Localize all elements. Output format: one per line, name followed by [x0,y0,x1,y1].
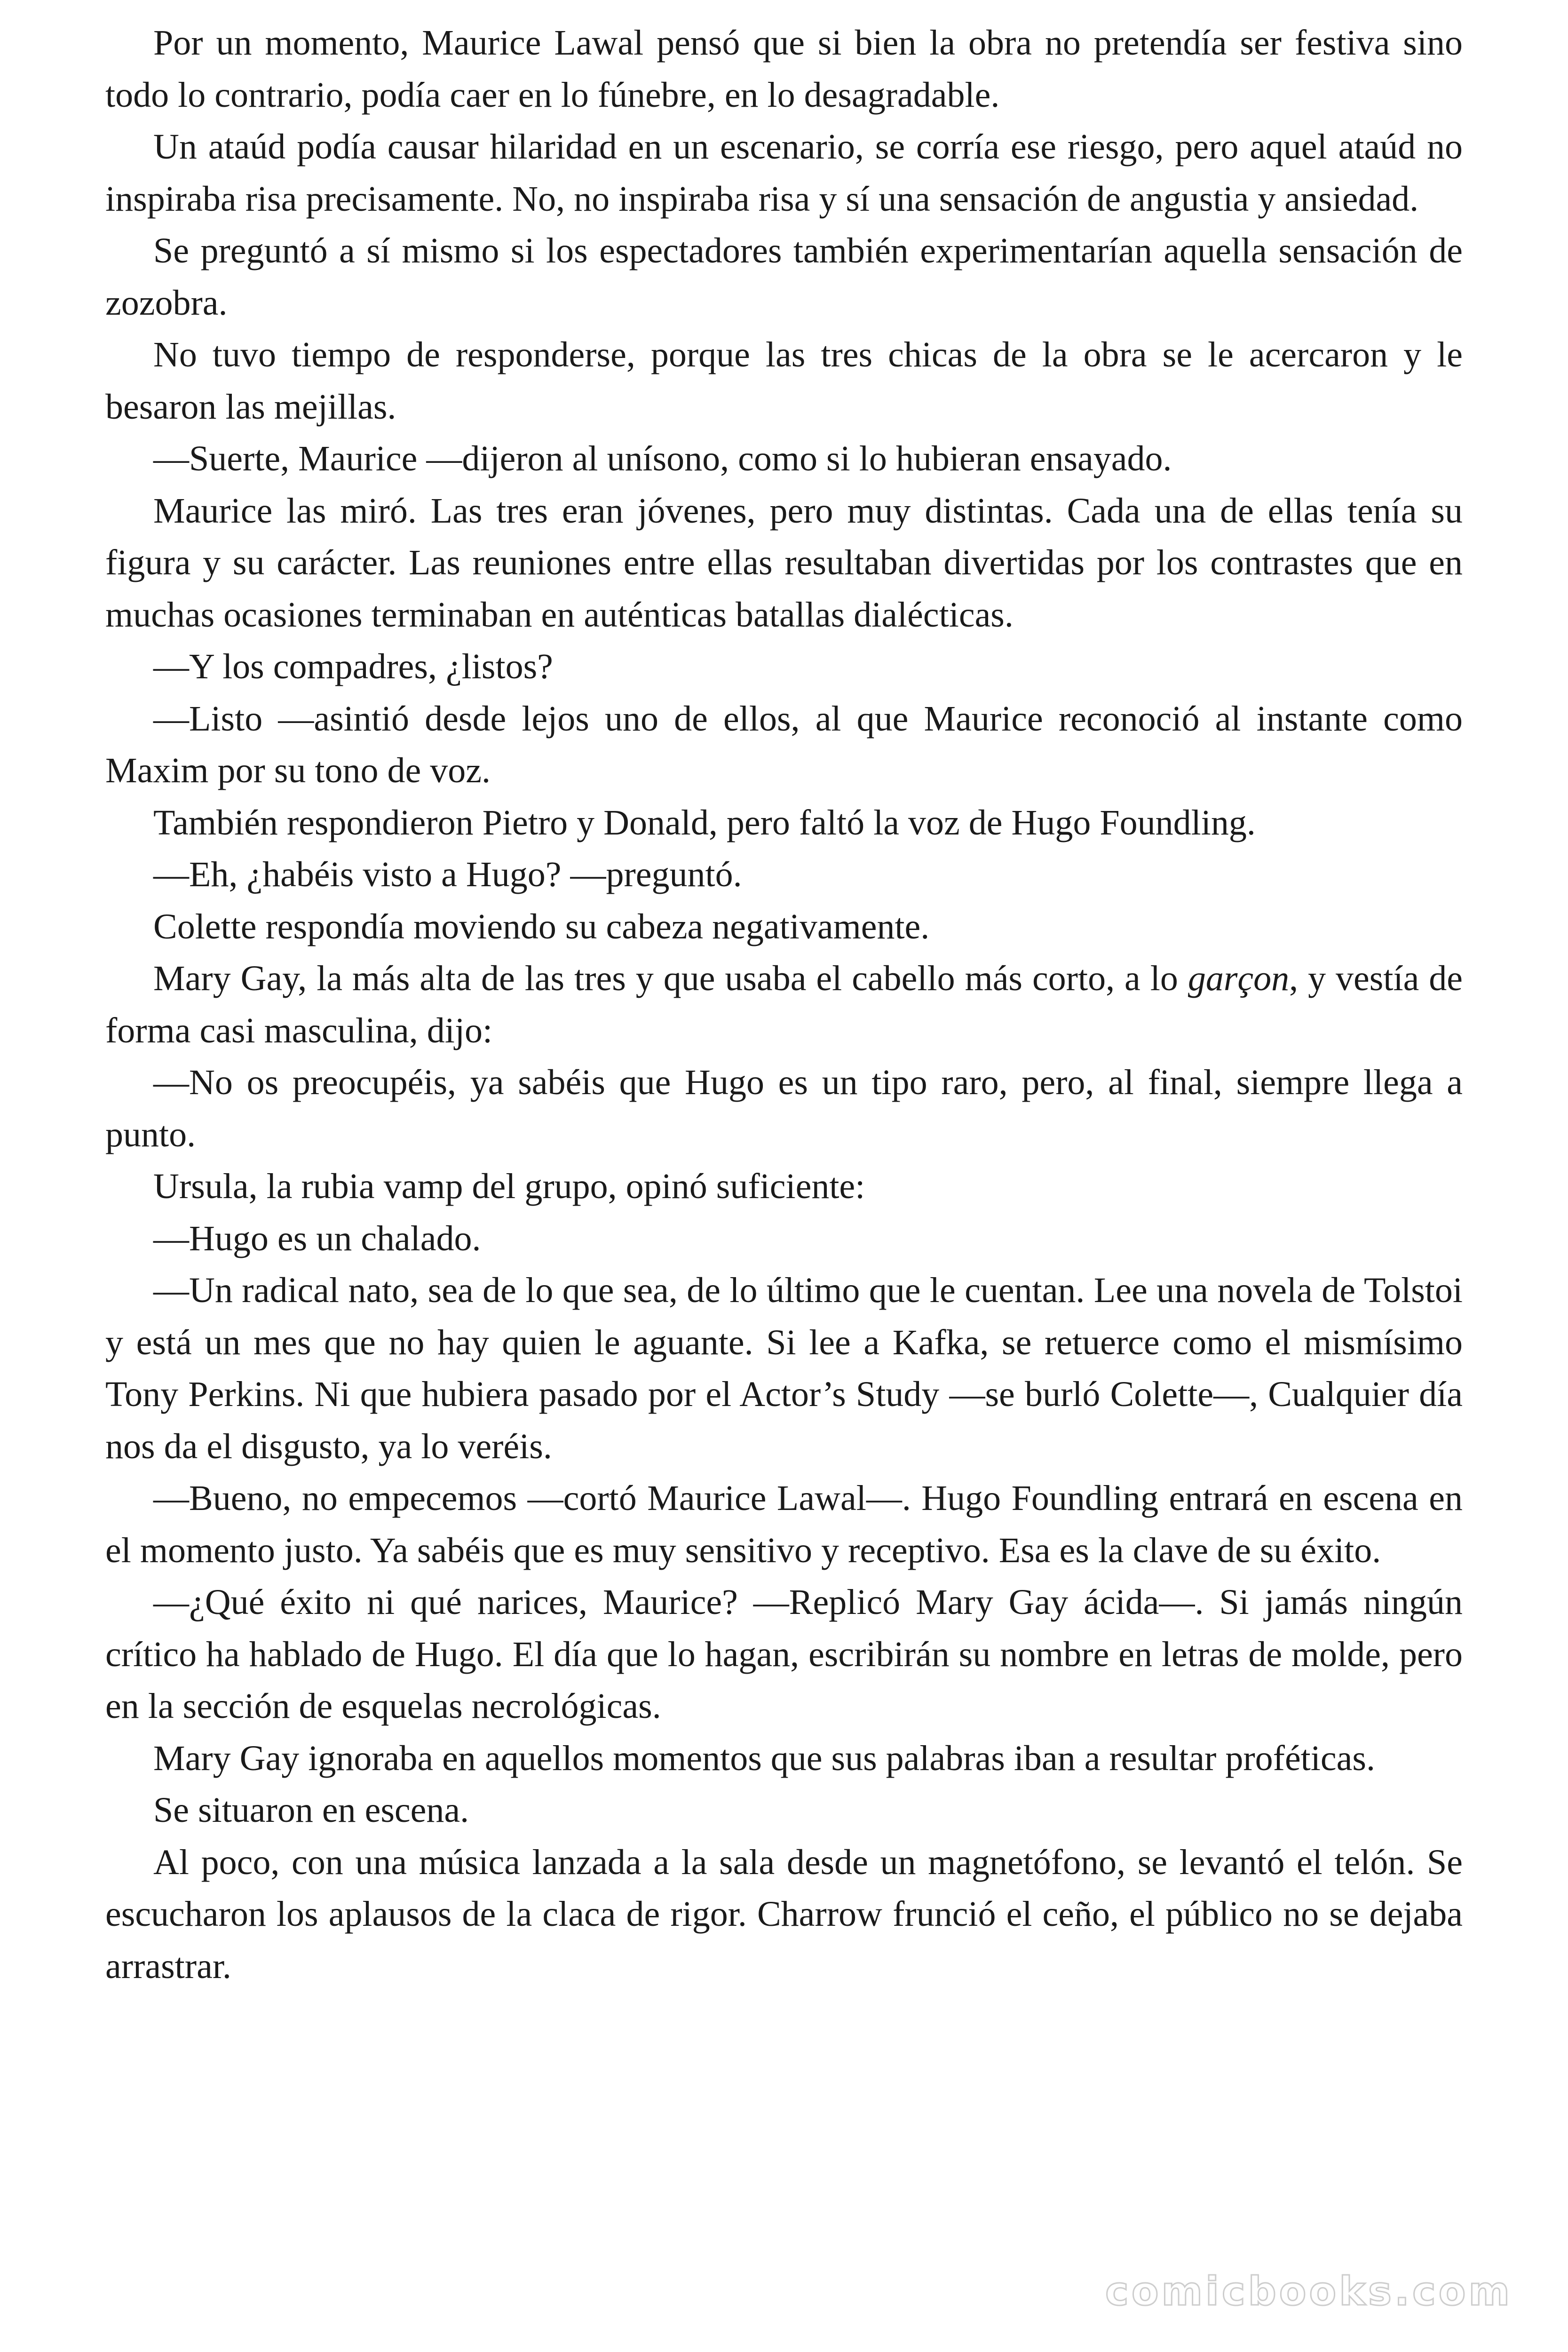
paragraph: —Hugo es un chalado. [153,1218,481,1258]
paragraph: Maurice las miró. Las tres eran jóvenes, pero muy distintas. Cada una de ellas tenía su figura y su carácter. Las reuniones entre ellas resultaban divertidas por los contrastes que en muchas ocasiones terminaban en auténticas batallas dialécticas. [105,491,1463,635]
paragraph: Por un momento, Maurice Lawal pensó que si bien la obra no pretendía ser festiva sino todo lo contrario, podía caer en lo fúnebre, en lo desagradable. [105,23,1463,115]
paragraph: También respondieron Pietro y Donald, pero faltó la voz de Hugo Foundling. [153,803,1256,842]
paragraph: —Bueno, no empecemos —cortó Maurice Lawal—. Hugo Foundling entrará en escena en el momento justo. Ya sabéis que es muy sensitivo y receptivo. Esa es la clave de su éxito. [105,1478,1463,1570]
paragraph: —Eh, ¿habéis visto a Hugo? —preguntó. [153,855,742,894]
paragraph: Colette respondía moviendo su cabeza negativamente. [153,906,930,946]
paragraph: Al poco, con una música lanzada a la sala desde un magnetófono, se levantó el telón. Se escucharon los aplausos de la claca de rigor. Charrow frunció el ceño, el público no se dejaba arrastrar. [105,1842,1463,1986]
paragraph: Se situaron en escena. [153,1790,469,1830]
paragraph: —No os preocupéis, ya sabéis que Hugo es un tipo raro, pero, al final, siempre llega a punto. [105,1063,1463,1154]
paragraph: —Y los compadres, ¿listos? [153,647,553,686]
watermark: comicbooks.com [1105,2268,1513,2314]
paragraph-text: , y vestía de forma casi masculina, dijo: [105,959,1463,1050]
paragraph: —Listo —asintió desde lejos uno de ellos, al que Maurice reconoció al instante como Maxim por su tono de voz. [105,699,1463,790]
paragraph: Mary Gay ignoraba en aquellos momentos que sus palabras iban a resultar proféticas. [153,1738,1375,1778]
paragraph: —¿Qué éxito ni qué narices, Maurice? —Replicó Mary Gay ácida—. Si jamás ningún crítico ha hablado de Hugo. El día que lo hagan, escribirán su nombre en letras de molde, pero en la sección de esquelas necrológicas. [105,1582,1463,1726]
paragraph [105,953,1463,1057]
paragraph: —Suerte, Maurice —dijeron al unísono, como si lo hubieran ensayado. [153,439,1172,478]
paragraph: Un ataúd podía causar hilaridad en un escenario, se corría ese riesgo, pero aquel ataúd no inspiraba risa precisamente. No, no inspiraba risa y sí una sensación de angustia y ansiedad. [105,127,1463,219]
paragraph: Se preguntó a sí mismo si los espectadores también experimentarían aquella sensación de zozobra. [105,231,1463,323]
paragraph: No tuvo tiempo de responderse, porque las tres chicas de la obra se le acercaron y le besaron las mejillas. [105,335,1463,427]
paragraph-text: Mary Gay, la más alta de las tres y que usaba el cabello más corto, a lo [153,959,1188,998]
paragraph: —Un radical nato, sea de lo que sea, de lo último que le cuentan. Lee una novela de Tolstoi y está un mes que no hay quien le aguante. Si lee a Kafka, se retuerce como el mismísimo Tony Perkins. Ni que hubiera pasado por el Actor’s Study —se burló Colette—, Cualquier día nos da el disgusto, ya lo veréis. [105,1271,1463,1466]
document-page [105,17,1463,1992]
italic-word: garçon [1188,959,1290,998]
paragraph: Ursula, la rubia vamp del grupo, opinó suficiente: [153,1167,865,1206]
